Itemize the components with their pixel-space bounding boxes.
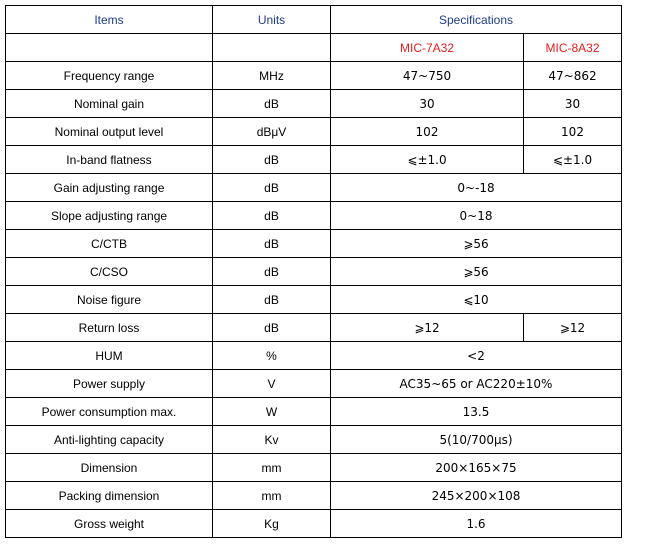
model-row-empty-item	[6, 34, 213, 62]
unit-cell: dB	[213, 146, 331, 174]
table-row	[6, 398, 622, 426]
specifications-table	[5, 5, 622, 538]
value-cell-shared: 200×165×75	[331, 454, 622, 482]
value-cell: ⩽±1.0	[524, 146, 622, 174]
value-cell: ⩾12	[524, 314, 622, 342]
value-cell-shared: 245×200×108	[331, 482, 622, 510]
item-cell: Nominal output level	[6, 118, 213, 146]
item-cell: Dimension	[6, 454, 213, 482]
table-row	[6, 482, 622, 510]
model-row-empty-unit	[213, 34, 331, 62]
unit-cell: V	[213, 370, 331, 398]
header-row	[6, 6, 622, 34]
value-cell: ⩽±1.0	[331, 146, 524, 174]
value-cell-shared: ⩾56	[331, 258, 622, 286]
item-cell: Gross weight	[6, 510, 213, 538]
unit-cell: dB	[213, 202, 331, 230]
unit-cell: dB	[213, 258, 331, 286]
value-cell-shared: ⩽10	[331, 286, 622, 314]
unit-cell: dB	[213, 286, 331, 314]
value-cell-shared: 13.5	[331, 398, 622, 426]
item-cell: Noise figure	[6, 286, 213, 314]
unit-cell: mm	[213, 454, 331, 482]
table-row	[6, 258, 622, 286]
items-column-header: Items	[6, 6, 213, 34]
unit-cell: dB	[213, 314, 331, 342]
unit-cell: MHz	[213, 62, 331, 90]
item-cell: Slope adjusting range	[6, 202, 213, 230]
item-cell: HUM	[6, 342, 213, 370]
value-cell-shared: ⩾56	[331, 230, 622, 258]
item-cell: Packing dimension	[6, 482, 213, 510]
units-column-header: Units	[213, 6, 331, 34]
unit-cell: mm	[213, 482, 331, 510]
unit-cell: W	[213, 398, 331, 426]
value-cell: ⩾12	[331, 314, 524, 342]
specifications-table-body	[6, 6, 622, 538]
model-name: MIC-7A32	[331, 34, 524, 62]
table-row	[6, 230, 622, 258]
unit-cell: Kg	[213, 510, 331, 538]
value-cell: 102	[524, 118, 622, 146]
item-cell: Power consumption max.	[6, 398, 213, 426]
item-cell: Return loss	[6, 314, 213, 342]
unit-cell: %	[213, 342, 331, 370]
table-row	[6, 426, 622, 454]
item-cell: Gain adjusting range	[6, 174, 213, 202]
specifications-column-header: Specifications	[331, 6, 622, 34]
table-row	[6, 202, 622, 230]
value-cell-shared: 1.6	[331, 510, 622, 538]
unit-cell: dB	[213, 230, 331, 258]
value-cell-shared: <2	[331, 342, 622, 370]
table-row	[6, 286, 622, 314]
value-cell: 30	[331, 90, 524, 118]
model-name: MIC-8A32	[524, 34, 622, 62]
item-cell: C/CSO	[6, 258, 213, 286]
value-cell: 47~750	[331, 62, 524, 90]
table-row	[6, 174, 622, 202]
item-cell: Power supply	[6, 370, 213, 398]
value-cell: 30	[524, 90, 622, 118]
unit-cell: dB	[213, 174, 331, 202]
unit-cell: dBμV	[213, 118, 331, 146]
unit-cell: Kv	[213, 426, 331, 454]
item-cell: In-band flatness	[6, 146, 213, 174]
value-cell: 102	[331, 118, 524, 146]
value-cell-shared: 5(10/700μs)	[331, 426, 622, 454]
table-row	[6, 146, 622, 174]
item-cell: Nominal gain	[6, 90, 213, 118]
unit-cell: dB	[213, 90, 331, 118]
table-row	[6, 370, 622, 398]
value-cell-shared: AC35~65 or AC220±10%	[331, 370, 622, 398]
item-cell: Anti-lighting capacity	[6, 426, 213, 454]
table-row	[6, 342, 622, 370]
table-row	[6, 510, 622, 538]
table-row	[6, 90, 622, 118]
table-row	[6, 118, 622, 146]
table-row	[6, 314, 622, 342]
value-cell: 47~862	[524, 62, 622, 90]
table-row	[6, 62, 622, 90]
table-row	[6, 454, 622, 482]
value-cell-shared: 0~-18	[331, 174, 622, 202]
model-row	[6, 34, 622, 62]
value-cell-shared: 0~18	[331, 202, 622, 230]
item-cell: C/CTB	[6, 230, 213, 258]
item-cell: Frequency range	[6, 62, 213, 90]
